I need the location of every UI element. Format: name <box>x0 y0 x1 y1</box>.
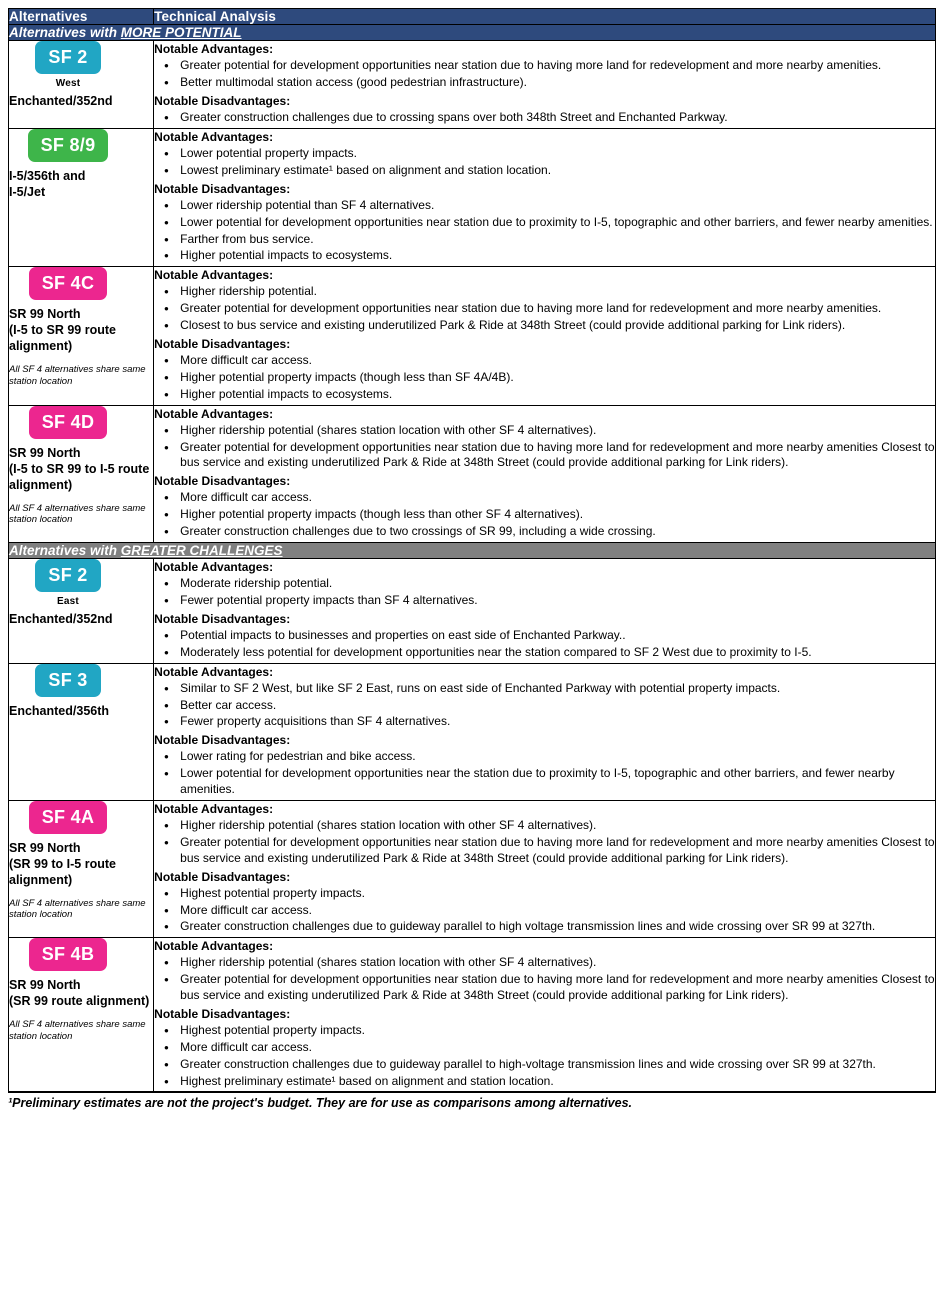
alternative-badge: SF 4C <box>29 267 108 300</box>
list-item: • Higher ridership potential. <box>154 284 935 300</box>
advantages-list <box>154 284 935 333</box>
list-item: • Higher potential property impacts (though less than other SF 4 alternatives). <box>154 507 935 523</box>
list-item: • Greater potential for development opportunities near station due to having more land for redevelopment and more nearby amenities. <box>154 301 935 317</box>
advantages-heading: Notable Advantages: <box>154 129 274 144</box>
alternative-note: All SF 4 alternatives share same station location <box>9 897 146 921</box>
alternative-badge: SF 2 <box>35 41 100 74</box>
list-item: • Potential impacts to businesses and properties on east side of Enchanted Parkway.. <box>154 628 935 644</box>
alternative-note: All SF 4 alternatives share same station location <box>9 1019 146 1042</box>
technical-analysis-cell <box>154 663 936 800</box>
alternative-badge-wrap <box>9 559 127 594</box>
alternative-cell <box>9 41 154 129</box>
disadvantages-heading: Notable Disadvantages: <box>154 869 291 884</box>
list-item: • Greater construction challenges due to guideway parallel to high voltage transmission lines and wide crossing over SR 99 at 327th. <box>154 919 935 935</box>
advantages-heading: Notable Advantages: <box>154 42 274 56</box>
list-item: • Higher ridership potential (shares station location with other SF 4 alternatives). <box>154 423 935 439</box>
list-item: • More difficult car access. <box>154 903 935 919</box>
section-label-emphasis: MORE POTENTIAL <box>120 25 242 40</box>
alternative-direction: East <box>57 595 79 607</box>
advantages-list <box>154 681 935 730</box>
table-row <box>9 800 936 937</box>
advantages-heading: Notable Advantages: <box>154 664 274 679</box>
table-row <box>9 558 936 663</box>
technical-analysis-cell <box>154 800 936 937</box>
alternatives-comparison-table <box>8 8 936 1092</box>
list-item: • Highest potential property impacts. <box>154 1023 935 1039</box>
disadvantages-heading: Notable Disadvantages: <box>154 1006 291 1021</box>
list-item: • Better multimodal station access (good pedestrian infrastructure). <box>154 75 935 91</box>
table-header-row <box>9 9 936 25</box>
table-body <box>9 25 936 1092</box>
advantages-heading: Notable Advantages: <box>154 268 274 283</box>
alternative-cell <box>9 267 154 405</box>
list-item: • Better car access. <box>154 698 935 714</box>
list-item: • Lower potential for development opportunities near the station due to proximity to I-5, topographic and other barriers, and fewer nearby amenities. <box>154 766 935 798</box>
list-item: • Greater potential for development opportunities near station due to having more land for redevelopment and more nearby amenities Closest to bus service and existing underutilized Park & Ride at 348th Street (could provide additional parking for Link riders). <box>154 835 935 867</box>
alternative-cell <box>9 663 154 800</box>
alternative-badge: SF 4B <box>29 938 108 971</box>
alternative-badge: SF 2 <box>35 559 100 592</box>
section-label-prefix: Alternatives with <box>9 542 121 558</box>
advantages-list <box>154 955 935 1003</box>
alternative-cell <box>9 800 154 937</box>
alternative-badge-wrap <box>9 129 127 164</box>
list-item: • Greater construction challenges due to crossing spans over both 348th Street and Enchanted Parkway. <box>154 110 935 126</box>
advantages-heading: Notable Advantages: <box>154 801 274 816</box>
alternative-name: SR 99 North (I-5 to SR 99 to I-5 route alignment) <box>9 445 150 492</box>
technical-analysis-cell <box>154 938 936 1092</box>
advantages-heading: Notable Advantages: <box>154 939 274 954</box>
list-item: • Greater potential for development opportunities near station due to having more land for redevelopment and more nearby amenities. <box>154 58 935 74</box>
alternative-name: I-5/356th and I-5/Jet <box>9 168 86 199</box>
alternative-name: Enchanted/356th <box>9 703 110 718</box>
list-item: • Similar to SF 2 West, but like SF 2 East, runs on east side of Enchanted Parkway with potential property impacts. <box>154 681 935 697</box>
list-item: • Greater construction challenges due to two crossings of SR 99, including a wide crossing. <box>154 524 935 540</box>
list-item: • More difficult car access. <box>154 353 935 369</box>
section-header-label <box>9 25 936 41</box>
table-row <box>9 267 936 405</box>
list-item: • More difficult car access. <box>154 1040 935 1056</box>
alternative-badge-wrap <box>9 938 127 973</box>
alternative-badge-wrap <box>9 664 127 699</box>
list-item: • Fewer property acquisitions than SF 4 alternatives. <box>154 714 935 730</box>
column-header-alternatives: Alternatives <box>9 9 154 25</box>
disadvantages-heading: Notable Disadvantages: <box>154 474 291 489</box>
advantages-list <box>154 58 935 91</box>
alternative-cell <box>9 938 154 1092</box>
advantages-list <box>154 423 935 471</box>
section-header-label <box>9 542 936 558</box>
disadvantages-list <box>154 353 935 402</box>
table-row <box>9 938 936 1092</box>
list-item: • Lower rating for pedestrian and bike access. <box>154 749 935 765</box>
alternative-note: All SF 4 alternatives share same station location <box>9 364 146 387</box>
list-item: • More difficult car access. <box>154 490 935 506</box>
table-row <box>9 41 936 129</box>
technical-analysis-cell <box>154 128 936 266</box>
table-footnote: ¹Preliminary estimates are not the project's budget. They are for use as comparisons among alternatives. <box>8 1092 936 1110</box>
alternative-badge-wrap <box>9 406 127 441</box>
disadvantages-list <box>154 110 935 126</box>
alternative-cell <box>9 405 154 542</box>
alternative-note: All SF 4 alternatives share same station location <box>9 502 146 525</box>
list-item: • Lower ridership potential than SF 4 alternatives. <box>154 198 935 214</box>
technical-analysis-cell <box>154 558 936 663</box>
alternative-name: Enchanted/352nd <box>9 94 113 108</box>
list-item: • Highest potential property impacts. <box>154 886 935 902</box>
section-label-prefix: Alternatives with <box>9 25 121 40</box>
advantages-heading: Notable Advantages: <box>154 406 274 421</box>
list-item: • Closest to bus service and existing underutilized Park & Ride at 348th Street (could provide additional parking for Link riders). <box>154 318 935 334</box>
list-item: • Higher potential impacts to ecosystems. <box>154 248 935 264</box>
alternative-badge: SF 3 <box>35 664 100 697</box>
disadvantages-heading: Notable Disadvantages: <box>154 733 291 748</box>
advantages-list <box>154 146 935 179</box>
alternative-badge: SF 8/9 <box>28 129 109 162</box>
section-header-greater-challenges <box>9 542 936 558</box>
disadvantages-list <box>154 1023 935 1089</box>
table-row <box>9 405 936 542</box>
disadvantages-heading: Notable Disadvantages: <box>154 611 291 626</box>
list-item: • Moderate ridership potential. <box>154 576 935 592</box>
disadvantages-list <box>154 886 935 935</box>
disadvantages-heading: Notable Disadvantages: <box>154 336 291 351</box>
alternative-name: SR 99 North (SR 99 to I-5 route alignment) <box>9 840 116 887</box>
disadvantages-heading: Notable Disadvantages: <box>154 181 291 196</box>
alternative-badge-wrap <box>9 41 127 76</box>
alternative-direction: West <box>55 78 81 89</box>
section-label-emphasis: GREATER CHALLENGES <box>120 542 283 558</box>
alternative-badge: SF 4D <box>29 406 108 439</box>
disadvantages-heading: Notable Disadvantages: <box>154 93 291 108</box>
alternative-cell <box>9 128 154 266</box>
column-header-technical-analysis: Technical Analysis <box>154 9 936 25</box>
list-item: • Greater potential for development opportunities near station due to having more land for redevelopment and more nearby amenities Closest to bus service and existing underutilized Park & Ride at 348th Street (could provide additional parking for Link riders). <box>154 440 935 472</box>
list-item: • Highest preliminary estimate¹ based on alignment and station location. <box>154 1074 935 1090</box>
disadvantages-list <box>154 490 935 539</box>
list-item: • Lowest preliminary estimate¹ based on alignment and station location. <box>154 163 935 179</box>
list-item: • Higher ridership potential (shares station location with other SF 4 alternatives). <box>154 818 935 834</box>
advantages-heading: Notable Advantages: <box>154 559 274 574</box>
list-item: • Farther from bus service. <box>154 232 935 248</box>
alternative-name: SR 99 North (SR 99 route alignment) <box>9 978 150 1009</box>
technical-analysis-cell <box>154 267 936 405</box>
technical-analysis-cell <box>154 405 936 542</box>
list-item: • Lower potential for development opportunities near station due to proximity to I-5, topographic and other barriers, and fewer nearby amenities. <box>154 215 935 231</box>
list-item: • Higher ridership potential (shares station location with other SF 4 alternatives). <box>154 955 935 971</box>
table-row <box>9 128 936 266</box>
alternative-name: Enchanted/352nd <box>9 611 113 626</box>
alternative-badge-wrap <box>9 801 127 836</box>
advantages-list <box>154 818 935 866</box>
list-item: • Moderately less potential for development opportunities near the station compared to SF 2 West due to proximity to I-5. <box>154 645 935 661</box>
alternative-badge: SF 4A <box>29 801 108 834</box>
table-row <box>9 663 936 800</box>
list-item: • Greater construction challenges due to guideway parallel to high-voltage transmission lines and wide crossing over SR 99 at 327th. <box>154 1057 935 1073</box>
alternative-badge-wrap <box>9 267 127 302</box>
disadvantages-list <box>154 749 935 797</box>
list-item: • Lower potential property impacts. <box>154 146 935 162</box>
alternative-cell <box>9 558 154 663</box>
alternative-name: SR 99 North (I-5 to SR 99 route alignment) <box>9 307 116 354</box>
list-item: • Higher potential property impacts (though less than SF 4A/4B). <box>154 370 935 386</box>
advantages-list <box>154 576 935 609</box>
disadvantages-list <box>154 628 935 661</box>
list-item: • Higher potential impacts to ecosystems. <box>154 387 935 403</box>
technical-analysis-cell <box>154 41 936 129</box>
list-item: • Greater potential for development opportunities near station due to having more land for redevelopment and more nearby amenities Closest to bus service and existing underutilized Park & Ride at 348th Street (could provide additional parking for Link riders). <box>154 972 935 1004</box>
disadvantages-list <box>154 198 935 264</box>
list-item: • Fewer potential property impacts than SF 4 alternatives. <box>154 593 935 609</box>
section-header-more-potential <box>9 25 936 41</box>
